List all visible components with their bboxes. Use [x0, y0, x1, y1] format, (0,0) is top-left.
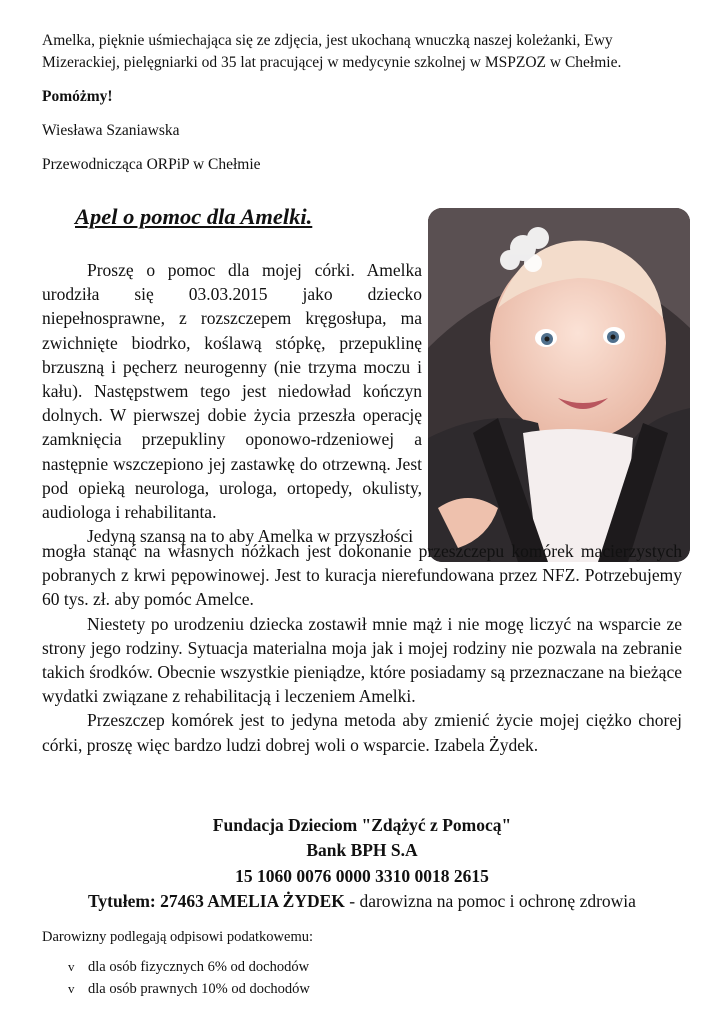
intro-section [42, 30, 682, 176]
bullet-mark: v [68, 959, 75, 974]
transfer-title [40, 891, 684, 912]
appeal-paragraph-3: Niestety po urodzeniu dziecka zostawił mnie mąż i nie mogę liczyć na wsparcie ze strony jego rodziny. Sytuacja materialna moja jak i mojej rodziny nie pozwala na zebranie takich środków. Obecnie wszystkie pieniądze, które posiadamy są przeznaczane na bieżące wydatki związane z rehabilitacją i leczeniem Amelki. [42, 613, 682, 707]
tax-item-individual: dla osób fizycznych 6% od dochodów [88, 959, 310, 975]
appeal-title: Apel o pomoc dla Amelki. [75, 204, 313, 229]
bullet-mark: v [68, 981, 75, 996]
tax-intro: Darowizny podlegają odpisowi podatkowemu: [42, 929, 314, 945]
transfer-title-rest: - darowizna na pomoc i ochronę zdrowia [344, 891, 636, 911]
list-item [68, 956, 310, 978]
appeal-paragraph-4: Przeszczep komórek jest to jedyna metoda aby zmienić życie mojej ciężko chorej córki, proszę więc bardzo ludzi dobrej woli o wsparcie. Izabela Żydek. [42, 710, 682, 755]
appeal-paragraph-2-rest: mogła stanąć na własnych nóżkach jest dokonanie przeszczepu komórek macierzystych pobranych z krwi pępowinowej. Jest to kuracja nierefundowana przez NFZ. Potrzebujemy 60 tys. zł. aby pomóc Amelce. [42, 541, 682, 610]
appeal-column [42, 258, 422, 548]
appeal-paragraph-1: Proszę o pomoc dla mojej córki. Amelka urodziła się 03.03.2015 jako dziecko niepełnosprawne, z rozszczepem kręgosłupa, ma zwichnięte biodrko, koślawą stópkę, przepuklinę brzuszną i pęcherz neurogenny (nie trzyma moczu i kału). Następstwem tego jest niedowład kończyn dolnych. W pierwszej dobie życia przeszła operację zamknięcia przepukliny oponowo-rdzeniowej a następnie wszczepiono jej zastawkę do otrzewną. Jest pod opieką neurologa, urologa, ortopedy, okulisty, audiologa i rehabilitanta. [42, 260, 422, 523]
intro-paragraph: Amelka, pięknie uśmiechająca się ze zdjęcia, jest ukochaną wnuczką naszej koleżanki, Ewy Mizerackiej, pielęgniarki od 35 lat pracującej w medycynie szkolnej w MSPZOZ w Chełmie. [42, 32, 622, 71]
child-photo-illustration [428, 208, 690, 562]
signature-role: Przewodnicząca ORPiP w Chełmie [42, 156, 261, 173]
transfer-title-label: Tytułem: 27463 AMELIA ŻYDEK [88, 891, 345, 911]
list-item [68, 978, 310, 1000]
account-number: 15 1060 0076 0000 3310 0018 2615 [235, 866, 489, 886]
foundation-name: Fundacja Dzieciom "Zdążyć z Pomocą" [212, 815, 512, 835]
child-photo [428, 208, 690, 562]
bank-name: Bank BPH S.A [306, 840, 418, 860]
appeal-paragraph-2-start: Jedyną szansą na to aby Amelka w przyszłości [87, 526, 414, 547]
signature-name: Wiesława Szaniawska [42, 122, 180, 139]
tax-list [68, 956, 310, 1000]
intro-call: Pomóżmy! [42, 88, 113, 105]
tax-item-legal: dla osób prawnych 10% od dochodów [88, 981, 310, 997]
appeal-full-width [42, 539, 682, 757]
